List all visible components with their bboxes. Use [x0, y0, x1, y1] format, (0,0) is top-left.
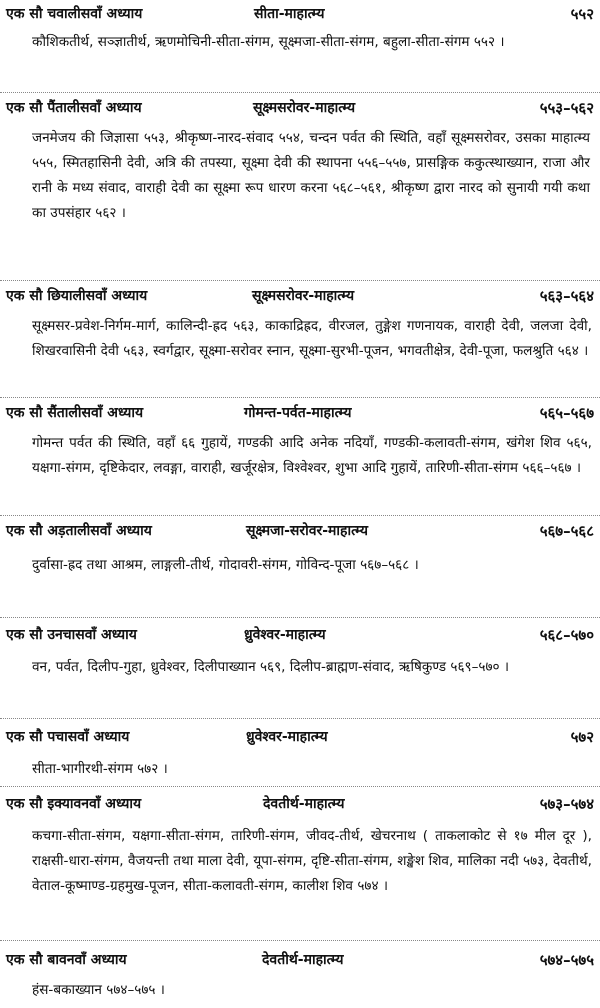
- chapter-title: ध्रुवेश्वर-माहात्म्य: [244, 627, 326, 643]
- chapter-number: एक सौ उनचासवाँ अध्याय: [6, 627, 137, 643]
- chapter-contents: कचगा-सीता-संगम, यक्षगा-सीता-संगम, तारिणी-संगम, जीवद-तीर्थ, खेचरनाथ ( ताकलाकोट से १७ मील दूर ), राक्षसी-धारा-संगम, वैजयन्ती तथा माला देवी, यूपा-संगम, दृष्टि-सीता-संगम, शङ्खेश शिव, मालिका नदी ५७३, देवतीर्थ, वेताल-कूष्माण्ड-ग्रहमुख-पूजन, सीता-कलावती-संगम, कालीश शिव ५७४ ।: [32, 828, 592, 894]
- chapter-entry: [0, 794, 600, 899]
- divider: [0, 515, 600, 516]
- chapter-contents: गोमन्त पर्वत की स्थिति, वहाँ ६६ गुहायें, गण्डकी आदि अनेक नदियाँ, गण्डकी-कलावती-संगम, खंगेश शिव ५६५, यक्षगा-संगम, दृष्टिकेदार, लवङ्गा, वाराही, खर्जूरक्षेत्र, विश्वेश्वर, शुभा आदि गुहायें, तारिणी-सीता-संगम ५६६–५६७ ।: [32, 435, 592, 476]
- chapter-title: देवतीर्थ-माहात्म्य: [262, 952, 344, 968]
- chapter-title: सूक्ष्मसरोवर-माहात्म्य: [252, 288, 355, 304]
- chapter-number: एक सौ अड़तालीसवाँ अध्याय: [6, 523, 152, 539]
- page-range: ५५२: [570, 5, 594, 23]
- divider: [0, 940, 600, 941]
- chapter-contents: दुर्वासा-ह्रद तथा आश्रम, लाङ्गली-तीर्थ, गोदावरी-संगम, गोविन्द-पूजा ५६७–५६८ ।: [32, 557, 419, 573]
- chapter-entry: [0, 521, 600, 578]
- chapter-contents: जनमेजय की जिज्ञासा ५५३, श्रीकृष्ण-नारद-संवाद ५५४, चन्दन पर्वत की स्थिति, वहाँ सूक्ष्मसरोवर, उसका माहात्म्य ५५५, स्मितहासिनी देवी, अत्रि की तपस्या, सूक्ष्मा देवी की स्थापना ५५६–५५७, प्रासङ्गिक ककुत्स्थाख्यान, राजा और रानी के मध्य संवाद, वाराही देवी का सूक्ष्मा रूप धारण करना ५६८–५६१, श्रीकृष्ण द्वारा नारद को सुनायी गयी कथा का उपसंहार ५६२ ।: [32, 130, 590, 221]
- page-range: ५५३–५६२: [539, 99, 594, 117]
- chapter-entry: [0, 625, 600, 680]
- divider: [0, 280, 600, 281]
- chapter-number: एक सौ पचासवाँ अध्याय: [6, 729, 130, 745]
- chapter-entry: [0, 4, 600, 55]
- chapter-contents: सूक्ष्मसर-प्रवेश-निर्गम-मार्ग, कालिन्दी-ह्रद ५६३, काकाद्रिह्रद, वीरजल, तुङ्गेश गणनायक, वाराही देवी, जलजा देवी, शिखरवासिनी देवी ५६३, स्वर्गद्वार, सूक्ष्मा-सरोवर स्नान, सूक्ष्मा-सुरभी-पूजन, भगवतीक्षेत्र, देवी-पूजा, फलश्रुति ५६४ ।: [32, 318, 592, 359]
- divider: [0, 786, 600, 787]
- chapter-number: एक सौ बावनवाँ अध्याय: [6, 952, 127, 968]
- chapter-number: एक सौ सैंतालीसवाँ अध्याय: [6, 405, 144, 421]
- page-range: ५७२: [570, 728, 594, 746]
- chapter-title: सूक्ष्मसरोवर-माहात्म्य: [253, 100, 356, 116]
- chapter-contents: वन, पर्वत, दिलीप-गुहा, ध्रुवेश्वर, दिलीपाख्यान ५६९, दिलीप-ब्राह्मण-संवाद, ऋषिकुण्ड ५६९–५७० ।: [32, 659, 510, 675]
- divider: [0, 397, 600, 398]
- chapter-contents: कौशिकतीर्थ, सञ्ज्ञातीर्थ, ऋणमोचिनी-सीता-संगम, सूक्ष्मजा-सीता-संगम, बहुला-सीता-संगम ५५२ ।: [32, 34, 505, 50]
- page-range: ५६५–५६७: [539, 404, 594, 422]
- chapter-number: एक सौ इक्यावनवाँ अध्याय: [6, 796, 142, 812]
- chapter-entry: [0, 403, 600, 481]
- divider: [0, 92, 600, 93]
- chapter-number: एक सौ छियालीसवाँ अध्याय: [6, 288, 148, 304]
- chapter-number: एक सौ पैंतालीसवाँ अध्याय: [6, 100, 142, 116]
- page-range: ५७४–५७५: [539, 951, 594, 969]
- page-range: ५६८–५७०: [539, 626, 594, 644]
- chapter-title: गोमन्त-पर्वत-माहात्म्य: [244, 405, 352, 421]
- chapter-entry: [0, 727, 600, 782]
- chapter-contents: हंस-बकाख्यान ५७४–५७५ ।: [32, 982, 165, 998]
- divider: [0, 718, 600, 719]
- chapter-title: देवतीर्थ-माहात्म्य: [263, 796, 345, 812]
- chapter-entry: [0, 98, 600, 226]
- chapter-entry: [0, 950, 600, 1003]
- page-range: ५६३–५६४: [539, 287, 594, 305]
- chapter-number: एक सौ चवालीसवाँ अध्याय: [6, 6, 143, 22]
- chapter-title: सूक्ष्मजा-सरोवर-माहात्म्य: [246, 523, 368, 539]
- divider: [0, 617, 600, 618]
- chapter-title: ध्रुवेश्वर-माहात्म्य: [246, 729, 328, 745]
- chapter-entry: [0, 286, 600, 364]
- page-range: ५६७–५६८: [539, 522, 594, 540]
- chapter-contents: सीता-भागीरथी-संगम ५७२ ।: [32, 761, 168, 777]
- chapter-title: सीता-माहात्म्य: [254, 6, 325, 22]
- page-range: ५७३–५७४: [539, 795, 594, 813]
